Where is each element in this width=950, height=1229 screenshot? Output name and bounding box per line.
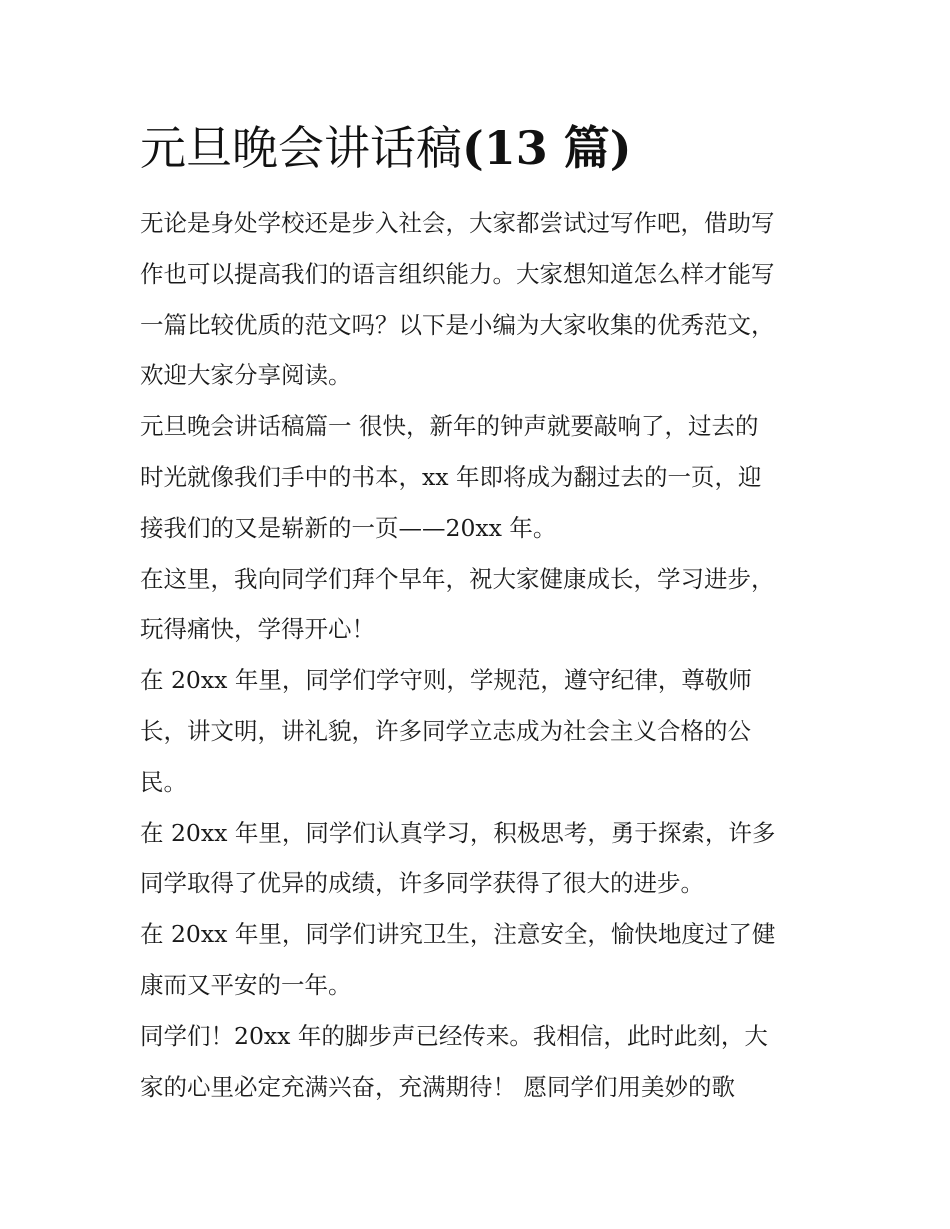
text-line: 家的心里必定充满兴奋，充满期待！ 愿同学们用美妙的歌 [140, 1072, 735, 1101]
intro-paragraph [140, 198, 812, 401]
speech-paragraph [140, 401, 812, 553]
text-line: 一篇比较优质的范文吗？以下是小编为大家收集的优秀范文， [140, 310, 775, 339]
text-line: 在 20xx 年里，同学们讲究卫生，注意安全，愉快地度过了健 [140, 920, 776, 949]
speech-paragraph [140, 655, 812, 807]
speech-paragraph [140, 554, 812, 656]
text-line: 作也可以提高我们的语言组织能力。大家想知道怎么样才能写 [140, 259, 775, 288]
text-line: 在 20xx 年里，同学们学守则，学规范，遵守纪律，尊敬师 [140, 666, 752, 695]
speech-paragraph [140, 808, 812, 910]
text-line: 在这里，我向同学们拜个早年，祝大家健康成长，学习进步， [140, 564, 775, 593]
text-line: 欢迎大家分享阅读。 [140, 361, 352, 390]
speech-paragraph [140, 1011, 812, 1113]
document-body [140, 198, 812, 1112]
text-line: 同学们！20xx 年的脚步声已经传来。我相信，此时此刻，大 [140, 1021, 768, 1050]
text-line: 玩得痛快，学得开心！ [140, 615, 375, 644]
text-line: 在 20xx 年里，同学们认真学习，积极思考，勇于探索，许多 [140, 818, 776, 847]
text-line: 同学取得了优异的成绩，许多同学获得了很大的进步。 [140, 869, 704, 898]
title-main: 元旦晚会讲话稿 [140, 121, 462, 175]
speech-paragraph [140, 909, 812, 1011]
text-line: 无论是身处学校还是步入社会，大家都尝试过写作吧，借助写 [140, 209, 775, 237]
text-line: 时光就像我们手中的书本，xx 年即将成为翻过去的一页，迎 [140, 462, 762, 491]
document-title [140, 118, 632, 178]
text-line: 民。 [140, 767, 187, 796]
text-line: 长，讲文明，讲礼貌，许多同学立志成为社会主义合格的公 [140, 716, 751, 745]
text-line: 接我们的又是崭新的一页——20xx 年。 [140, 513, 557, 542]
title-count: (13 篇) [462, 121, 632, 175]
text-line: 元旦晚会讲话稿篇一 很快，新年的钟声就要敲响了，过去的 [140, 412, 759, 441]
text-line: 康而又平安的一年。 [140, 970, 352, 999]
